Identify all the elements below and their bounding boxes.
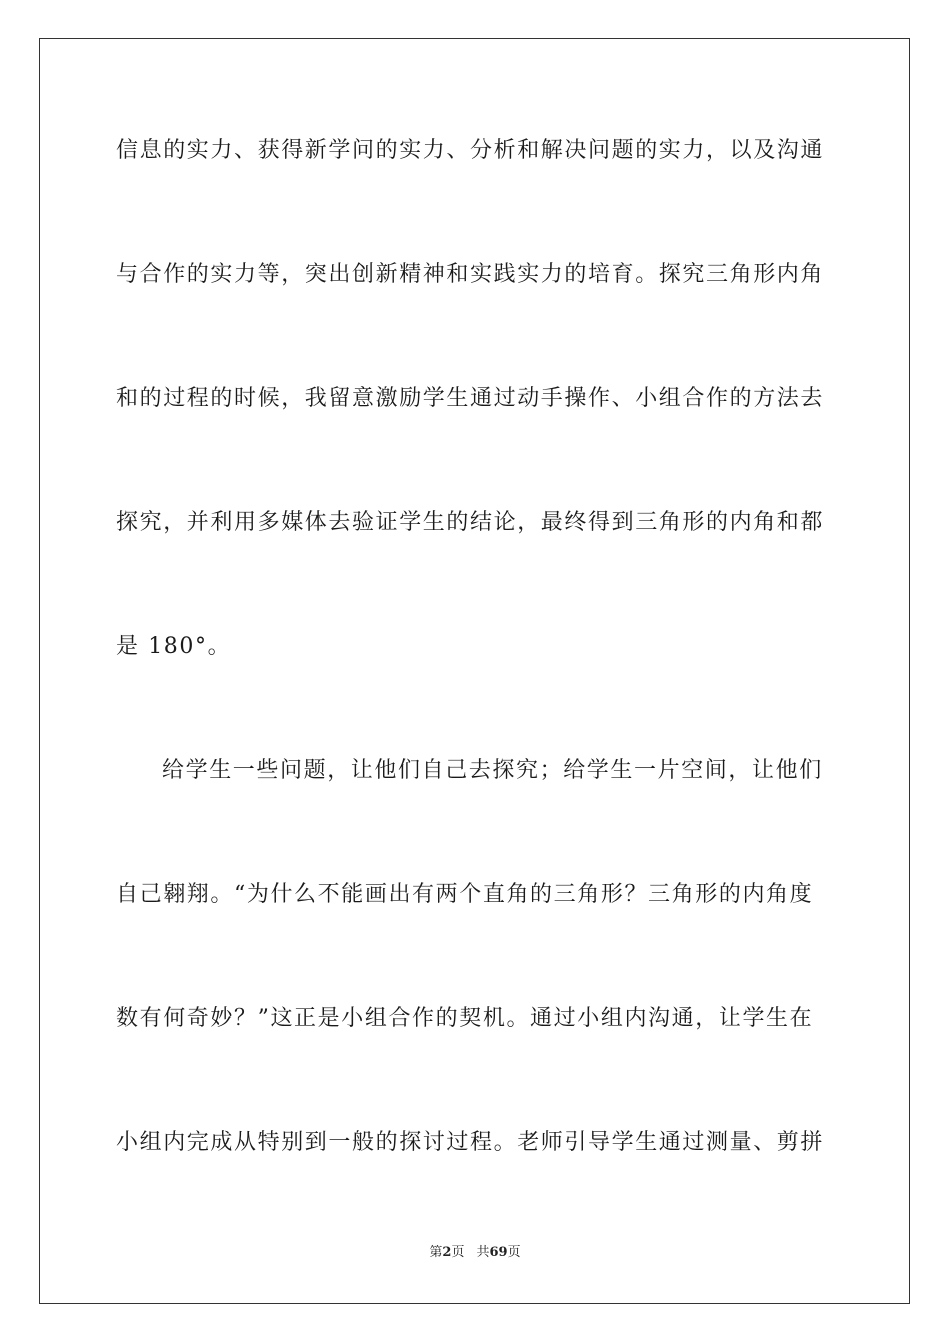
total-suffix: 页	[507, 1245, 521, 1260]
text-line-2: 与合作的实力等，突出创新精神和实践实力的培育。探究三角形内角	[116, 262, 825, 287]
text-line-5: 是 180°。	[116, 634, 232, 659]
page-suffix: 页	[451, 1245, 465, 1260]
page-prefix: 第	[429, 1245, 443, 1260]
text-line-1: 信息的实力、获得新学问的实力、分析和解决问题的实力，以及沟通	[116, 138, 825, 163]
page-border	[39, 38, 910, 1304]
text-line-8: 数有何奇妙？”这正是小组合作的契机。通过小组内沟通，让学生在	[116, 1006, 814, 1031]
total-pages: 69	[489, 1245, 508, 1260]
total-prefix: 共	[476, 1245, 490, 1260]
text-line-9: 小组内完成从特别到一般的探讨过程。老师引导学生通过测量、剪拼	[116, 1130, 825, 1155]
page-footer	[0, 1244, 950, 1262]
text-line-6-paragraph-start: 给学生一些问题，让他们自己去探究；给学生一片空间，让他们	[162, 758, 823, 783]
page-number: 2	[442, 1245, 452, 1260]
text-line-4: 探究，并利用多媒体去验证学生的结论，最终得到三角形的内角和都	[116, 510, 825, 535]
text-line-7: 自己翱翔。“为什么不能画出有两个直角的三角形？三角形的内角度	[116, 882, 814, 907]
text-line-3: 和的过程的时候，我留意激励学生通过动手操作、小组合作的方法去	[116, 386, 825, 411]
